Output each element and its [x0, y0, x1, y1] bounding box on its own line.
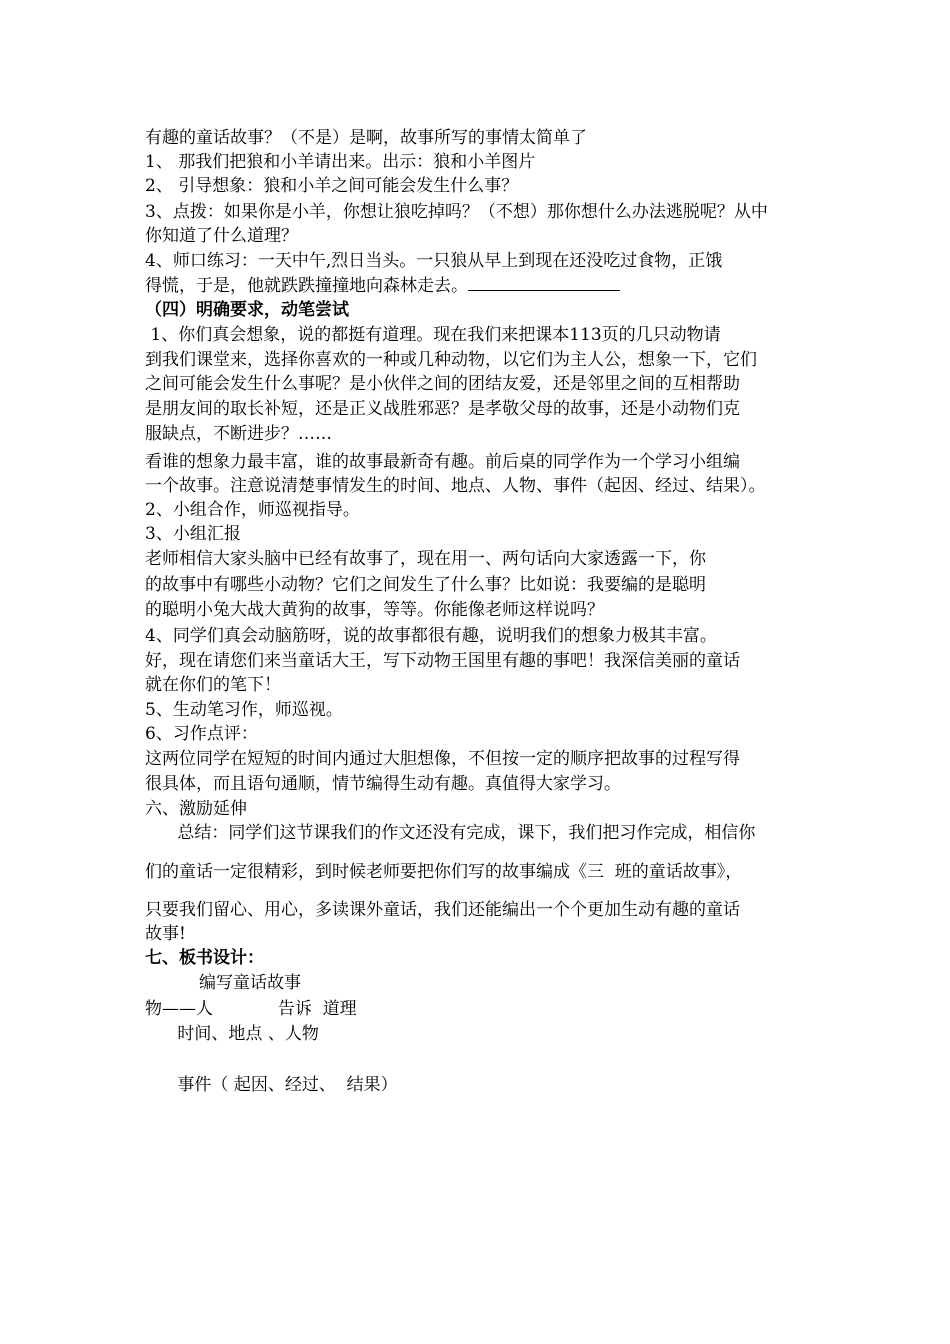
text-line: 总结：同学们这节课我们的作文还没有完成，课下，我们把习作完成，相信你: [145, 823, 756, 843]
text-line: 的聪明小兔大战大黄狗的故事，等等。你能像老师这样说吗？: [145, 600, 604, 620]
text-line: 故事!: [145, 924, 186, 944]
text-line: 4、师口练习：一天中午,烈日当头。一只狼从早上到现在还没吃过食物，正饿: [145, 251, 723, 271]
text-line: 6、习作点评：: [145, 724, 258, 744]
text-line: 2、 引导想象：狼和小羊之间可能会发生什么事？: [145, 176, 519, 196]
text-line: 1、你们真会想象，说的都挺有道理。现在我们来把课本113页的几只动物请: [145, 325, 721, 345]
text-line: 5、生动笔习作，师巡视。: [145, 700, 343, 720]
text-line: 你知道了什么道理？: [145, 226, 298, 246]
text-line: 很具体，而且语句通顺，情节编得生动有趣。真值得大家学习。: [145, 774, 621, 794]
text-line: 1、 那我们把狼和小羊请出来。出示：狼和小羊图片: [145, 152, 536, 172]
fill-in-blank: [468, 274, 620, 291]
text-line-with-blank: [145, 274, 620, 298]
text-line: 3、小组汇报: [145, 524, 241, 544]
text-line: 老师相信大家头脑中已经有故事了，现在用一、两句话向大家透露一下，你: [145, 549, 706, 569]
text-line: 服缺点，不断进步？……: [145, 424, 332, 444]
text-line: 得慌，于是，他就跌跌撞撞地向森林走去。: [145, 276, 468, 296]
text-line: 这两位同学在短短的时间内通过大胆想像，不但按一定的顺序把故事的过程写得: [145, 749, 740, 769]
board-title: 编写童话故事: [145, 973, 302, 993]
board-line: 事件（ 起因、经过、 结果）: [145, 1075, 398, 1095]
section-heading: （四）明确要求，动笔尝试: [145, 300, 349, 320]
text-line: 之间可能会发生什么事呢？是小伙伴之间的团结友爱，还是邻里之间的互相帮助: [145, 374, 740, 394]
text-line: 到我们课堂来，选择你喜欢的一种或几种动物，以它们为主人公，想象一下，它们: [145, 350, 757, 370]
text-line: 好，现在请您们来当童话大王，写下动物王国里有趣的事吧！我深信美丽的童话: [145, 651, 740, 671]
section-heading: 七、板书设计：: [145, 948, 264, 968]
text-line: 的故事中有哪些小动物？它们之间发生了什么事？比如说：我要编的是聪明: [145, 575, 706, 595]
text-line: 六、激励延伸: [145, 799, 247, 819]
board-line: 时间、地点 、人物: [145, 1024, 319, 1044]
text-line: 就在你们的笔下！: [145, 675, 281, 695]
text-line: 看谁的想象力最丰富，谁的故事最新奇有趣。前后桌的同学作为一个学习小组编: [145, 452, 740, 472]
text-line: 4、同学们真会动脑筋呀，说的故事都很有趣，说明我们的想象力极其丰富。: [145, 626, 717, 646]
text-line: 们的童话一定很精彩，到时候老师要把你们写的故事编成《三 班的童话故事》，: [145, 862, 743, 882]
text-line: 3、点拨：如果你是小羊，你想让狼吃掉吗？（不想）那你想什么办法逃脱呢？从中: [145, 202, 768, 222]
text-line: 只要我们留心、用心，多读课外童话，我们还能编出一个个更加生动有趣的童话: [145, 900, 740, 920]
board-line: 物——人 告诉 道理: [145, 999, 357, 1019]
text-line: 有趣的童话故事？（不是）是啊，故事所写的事情太简单了: [145, 128, 587, 148]
text-line: 2、小组合作，师巡视指导。: [145, 500, 360, 520]
text-line: 是朋友间的取长补短，还是正义战胜邪恶？是孝敬父母的故事，还是小动物们克: [145, 399, 740, 419]
text-line: 一个故事。注意说清楚事情发生的时间、地点、人物、事件（起因、经过、结果）。: [145, 476, 766, 496]
